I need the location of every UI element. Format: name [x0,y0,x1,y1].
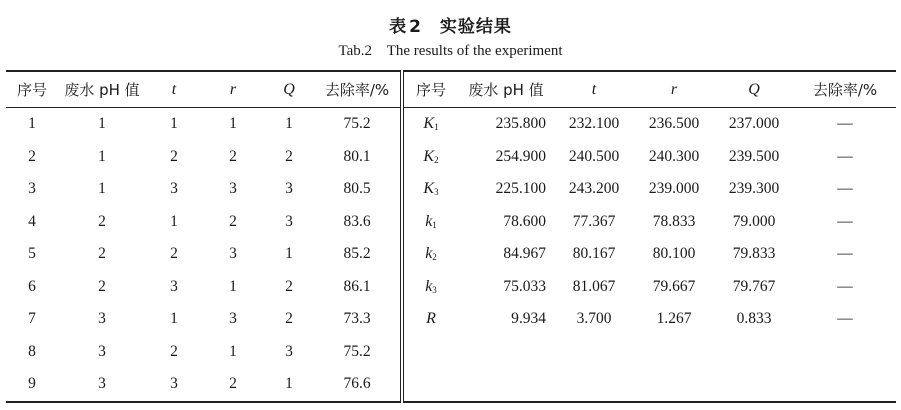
left-cell: 3 [98,375,106,393]
right-removal-cell [794,173,896,206]
right-value-cell [634,336,714,369]
table-title-number: 2 [409,17,422,37]
left-cell: 3 [285,180,293,198]
left-cell: 75.2 [314,336,402,369]
right-value-cell: 1.267 [656,310,692,328]
right-value-cell: 239.000 [648,180,700,198]
right-value-cell: 254.900 [495,147,546,165]
left-cell: 2 [229,375,237,393]
right-removal-cell [794,303,896,336]
table-body [6,108,896,402]
table-row [6,368,896,402]
left-cell: 2 [28,147,36,165]
left-cell: 3 [229,180,237,198]
right-value-cell: 79.833 [732,245,776,263]
right-value-cell: 79.000 [732,212,776,230]
right-value-cell: 237.000 [728,115,780,133]
header-right-t: t [554,71,634,108]
left-cell: 2 [170,342,178,360]
right-value-cell: 79.767 [732,277,776,295]
right-value-cell: 239.300 [728,180,780,198]
left-cell: 6 [28,277,36,295]
table-subtitle: Tab.2 The results of the experiment [338,43,563,59]
left-cell: 8 [28,342,36,360]
right-removal-cell [794,108,896,141]
right-value-cell [458,336,554,369]
left-cell: 2 [170,147,178,165]
left-cell: 3 [170,375,178,393]
left-cell: 2 [229,212,237,230]
removal-dash: — [837,245,853,263]
left-cell: 1 [28,115,36,133]
left-cell: 1 [285,245,293,263]
right-row-label [402,173,458,206]
left-cell: 7 [28,310,36,328]
left-cell: 83.6 [314,206,402,239]
row-label-symbol: K [423,115,435,133]
row-label-symbol: K [423,180,435,198]
row-label-symbol: k [425,245,433,263]
right-value-cell: 75.033 [503,277,546,295]
right-value-cell: 79.667 [652,277,696,295]
table-row [6,336,896,369]
header-right-index: 序号 [402,71,458,108]
left-cell: 3 [170,277,178,295]
left-cell: 2 [170,245,178,263]
table-title-text: 实验结果 [439,17,512,37]
left-cell: 3 [285,342,293,360]
row-label-subscript: 1 [432,219,437,230]
header-left-q: Q [264,71,314,108]
left-cell: 2 [285,277,293,295]
row-label-symbol: K [423,147,435,165]
row-label-symbol: R [426,310,436,328]
removal-dash: — [837,212,853,230]
left-cell: 3 [98,342,106,360]
row-label-subscript: 3 [432,284,437,295]
right-value-cell [554,368,634,402]
right-value-cell: 236.500 [648,115,700,133]
left-cell: 2 [98,245,106,263]
left-cell: 3 [170,180,178,198]
right-row-label [402,303,458,336]
table-title-prefix: 表 [389,17,408,37]
table-row [6,206,896,239]
right-value-cell: 81.067 [572,277,616,295]
left-cell: 2 [285,147,293,165]
right-value-cell [714,368,794,402]
row-label-symbol: k [425,277,433,295]
left-cell: 2 [98,277,106,295]
right-value-cell [714,336,794,369]
left-cell: 75.2 [314,108,402,141]
right-value-cell: 0.833 [736,310,772,328]
right-removal-cell [794,206,896,239]
header-row [6,71,896,108]
left-cell: 1 [170,310,178,328]
right-removal-cell [794,141,896,174]
right-value-cell: 9.934 [511,310,546,328]
header-right-r: r [634,71,714,108]
left-cell: 2 [285,310,293,328]
right-value-cell: 240.500 [568,147,620,165]
right-value-cell: 225.100 [495,180,546,198]
header-right-q: Q [714,71,794,108]
table-row [6,108,896,141]
right-value-cell: 77.367 [572,212,616,230]
removal-dash: — [837,147,853,165]
row-label-symbol: k [425,212,433,230]
header-right-removal: 去除率/% [794,71,896,108]
right-row-label [402,238,458,271]
right-value-cell: 235.800 [495,115,546,133]
table-row [6,303,896,336]
right-value-cell: 3.700 [576,310,612,328]
right-value-cell: 78.600 [503,212,546,230]
right-row-label [402,368,458,402]
left-cell: 1 [98,180,106,198]
table-row [6,271,896,304]
right-value-cell [554,336,634,369]
left-cell: 3 [229,310,237,328]
left-cell: 2 [229,147,237,165]
left-cell: 80.5 [314,173,402,206]
right-value-cell: 84.967 [503,245,546,263]
left-cell: 5 [28,245,36,263]
right-row-label [402,141,458,174]
left-cell: 85.2 [314,238,402,271]
left-cell: 1 [229,277,237,295]
left-cell: 76.6 [314,368,402,402]
left-cell: 9 [28,375,36,393]
right-row-label [402,336,458,369]
header-left-ph: 废水 pH 值 [58,71,146,108]
left-cell: 4 [28,212,36,230]
row-label-subscript: 2 [432,252,437,263]
right-row-label [402,206,458,239]
left-cell: 2 [98,212,106,230]
right-removal-cell [794,336,896,369]
removal-dash: — [837,277,853,295]
left-cell: 1 [170,115,178,133]
left-cell: 1 [229,342,237,360]
table-row [6,238,896,271]
header-right-ph: 废水 pH 值 [458,71,554,108]
header-left-r: r [202,71,264,108]
right-row-label [402,108,458,141]
right-value-cell: 78.833 [652,212,696,230]
right-value-cell: 239.500 [728,147,780,165]
left-cell: 1 [98,147,106,165]
right-removal-cell [794,271,896,304]
removal-dash: — [837,180,853,198]
table-row [6,173,896,206]
right-value-cell [634,368,714,402]
right-removal-cell [794,368,896,402]
left-cell: 3 [285,212,293,230]
table-title [0,12,901,37]
left-cell: 1 [229,115,237,133]
right-removal-cell [794,238,896,271]
left-cell: 73.3 [314,303,402,336]
removal-dash: — [837,115,853,133]
left-cell: 1 [285,375,293,393]
removal-dash: — [837,310,853,328]
results-table [6,70,896,403]
left-cell: 3 [98,310,106,328]
left-cell: 1 [285,115,293,133]
header-left-index: 序号 [6,71,58,108]
row-label-subscript: 1 [434,122,439,133]
left-cell: 1 [98,115,106,133]
header-left-t: t [146,71,202,108]
left-cell: 80.1 [314,141,402,174]
left-cell: 3 [28,180,36,198]
right-row-label [402,271,458,304]
left-cell: 86.1 [314,271,402,304]
row-label-subscript: 3 [434,187,439,198]
row-label-subscript: 2 [434,154,439,165]
left-cell: 1 [170,212,178,230]
right-value-cell: 80.100 [652,245,696,263]
left-cell: 3 [229,245,237,263]
right-value-cell: 80.167 [572,245,616,263]
right-value-cell: 232.100 [568,115,620,133]
header-left-removal: 去除率/% [314,71,402,108]
right-value-cell: 240.300 [648,147,700,165]
table-row [6,141,896,174]
right-value-cell [458,368,554,402]
right-value-cell: 243.200 [568,180,620,198]
